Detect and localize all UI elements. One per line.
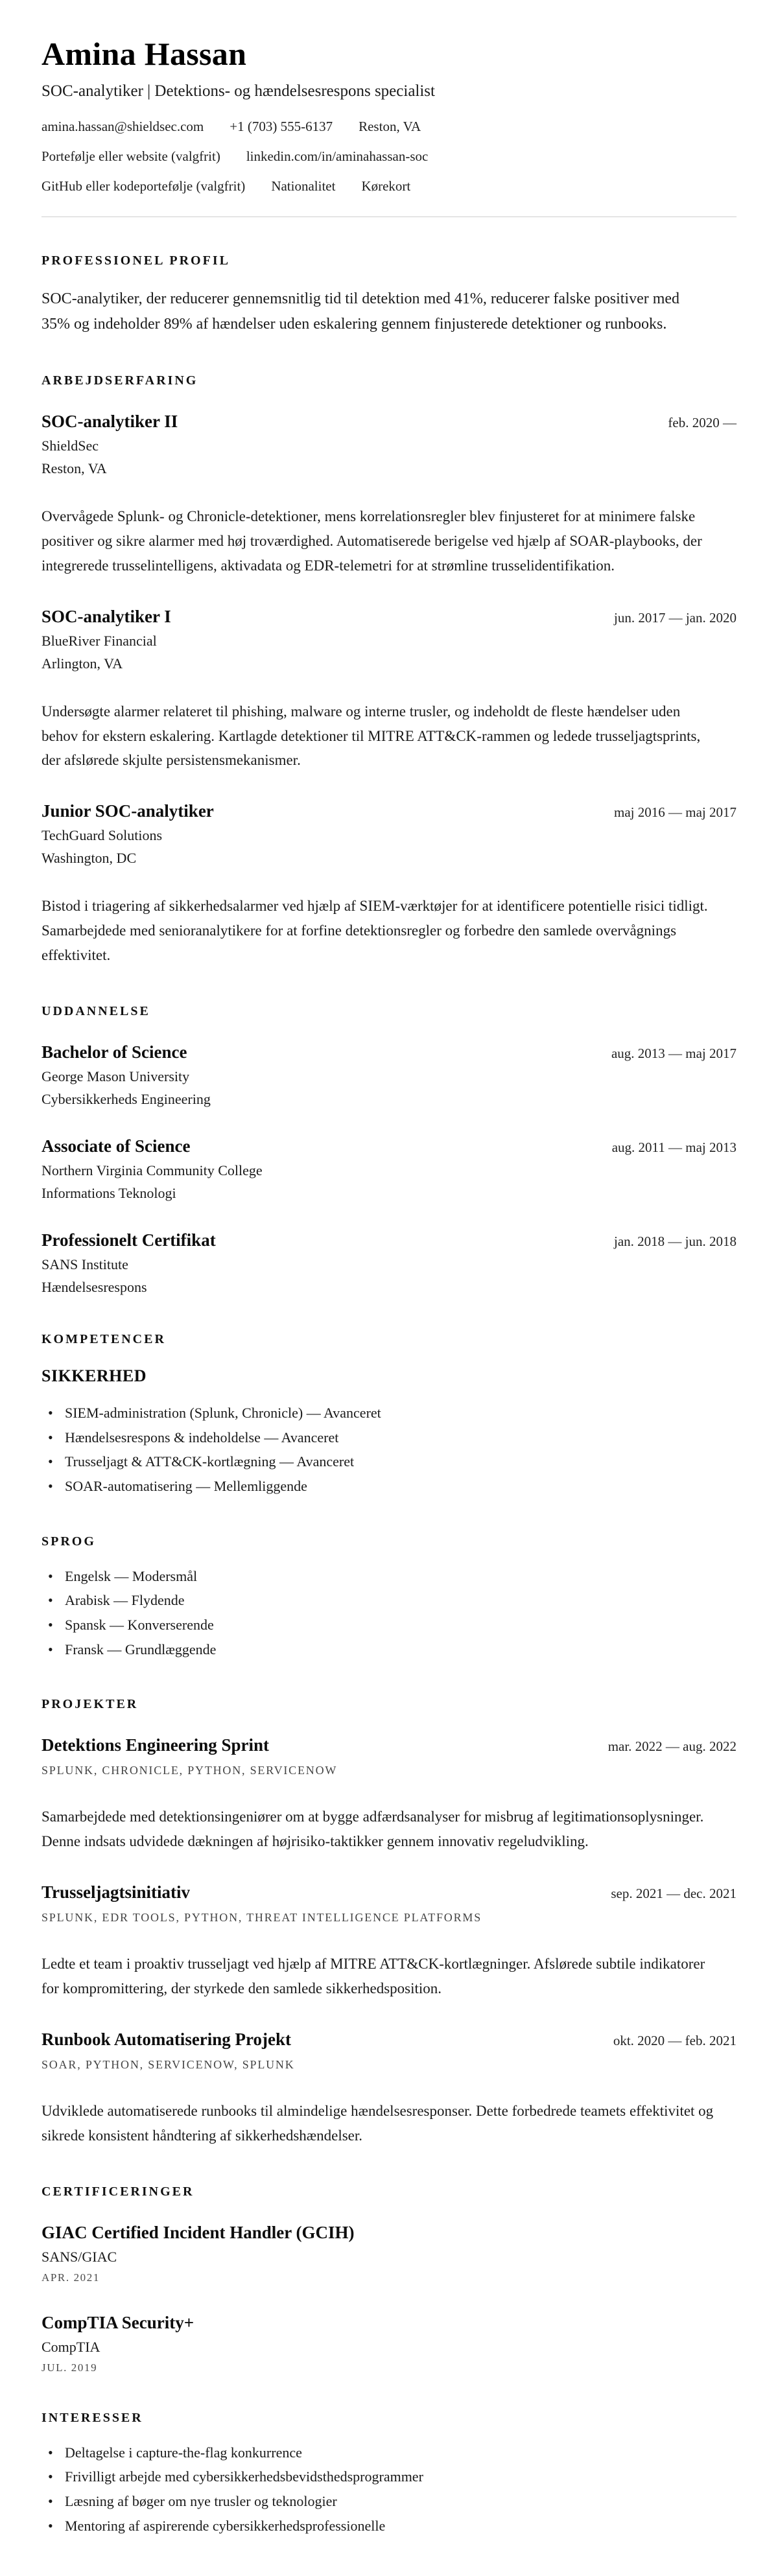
job-description: Bistod i triagering af sikkerhedsalarmer ved hjælp af SIEM-værktøjer for at identificere potentielle risici tidligt. Samarbejdede med senioranalytikere for at forfine detektionsregler og forbedre den samlede overvågnings effektivitet. (41, 898, 708, 964)
section-heading-certifications: CERTIFICERINGER (41, 2184, 194, 2199)
section-heading-profile: PROFESSIONEL PROFIL (41, 253, 230, 268)
section-education (41, 1004, 737, 1296)
project-description: Ledte et team i proaktiv trusseljagt ved hjælp af MITRE ATT&CK-kortlægninger. Afslørede subtile indikatorer for kompromittering, der styrkede den samlede sikkerhedsposition. (41, 1956, 705, 1996)
skill-item: • Trusseljagt & ATT&CK-kortlægning — Avanceret (41, 1450, 737, 1473)
certification-entry (41, 2223, 737, 2284)
job-entry (41, 412, 737, 578)
interest-item: • Læsning af bøger om nye trusler og teknologier (41, 2490, 737, 2513)
job-entry-header (41, 412, 737, 432)
section-heading-experience: ARBEJDSERFARING (41, 373, 198, 388)
job-entry-header (41, 801, 737, 821)
project-entry-header (41, 1882, 737, 1903)
skills-group-title: SIKKERHED (41, 1366, 147, 1386)
contact-email: amina.hassan@shieldsec.com (41, 119, 204, 134)
contact-location: Reston, VA (359, 119, 421, 134)
project-description: Samarbejdede med detektionsingeniører om at bygge adfærdsanalyser for misbrug af legitimationsoplysninger. Denne indsats udvidede dækningen af højrisiko-taktikker gennem innovativ regeludvikling. (41, 1809, 704, 1850)
section-interests (41, 2411, 737, 2538)
skill-item: • SOAR-automatisering — Mellemliggende (41, 1475, 737, 1498)
language-item: • Fransk — Grundlæggende (41, 1638, 737, 1661)
education-field: Hændelsesrespons (41, 1279, 147, 1296)
interest-item: • Deltagelse i capture-the-flag konkurrence (41, 2441, 737, 2465)
project-title: Runbook Automatisering Projekt (41, 2029, 292, 2049)
skill-item: • Hændelsesrespons & indeholdelse — Avanceret (41, 1426, 737, 1449)
project-tools: SOAR, PYTHON, SERVICENOW, SPLUNK (41, 2057, 295, 2071)
project-tools: SPLUNK, EDR TOOLS, PYTHON, THREAT INTELLIGENCE PLATFORMS (41, 1911, 482, 1925)
certification-name: GIAC Certified Incident Handler (GCIH) (41, 2222, 355, 2242)
section-heading-interests: INTERESSER (41, 2410, 143, 2425)
interest-item: • Mentoring af aspirerende cybersikkerhedsprofessionelle (41, 2514, 737, 2538)
certification-name: CompTIA Security+ (41, 2312, 194, 2332)
job-location: Arlington, VA (41, 655, 123, 672)
certification-date: APR. 2021 (41, 2271, 100, 2284)
education-dates: jan. 2018 — jun. 2018 (614, 1234, 737, 1250)
contact-license: Kørekort (361, 178, 411, 194)
job-title: SOC-analytiker I (41, 606, 171, 626)
project-entry (41, 1735, 737, 1854)
education-field: Cybersikkerheds Engineering (41, 1091, 211, 1108)
job-dates: feb. 2020 — (668, 414, 737, 430)
section-experience (41, 373, 737, 968)
section-certifications (41, 2184, 737, 2374)
contact-website: Portefølje eller website (valgfrit) (41, 148, 220, 164)
job-title: Junior SOC-analytiker (41, 801, 214, 821)
language-item: • Arabisk — Flydende (41, 1589, 737, 1612)
job-dates: maj 2016 — maj 2017 (614, 804, 737, 821)
project-dates: mar. 2022 — aug. 2022 (607, 1739, 737, 1755)
contact-line-1 (41, 119, 737, 135)
profile-text: SOC-analytiker, der reducerer gennemsnitlig tid til detektion med 41%, reducerer falske positiver med 35% og indeholder 89% af hændelser uden eskalering gennem finjusterede detektioner og runbooks. (41, 290, 680, 333)
contact-github: GitHub eller kodeportefølje (valgfrit) (41, 178, 246, 194)
section-projects (41, 1697, 737, 2148)
job-company: ShieldSec (41, 437, 99, 454)
education-field: Informations Teknologi (41, 1185, 176, 1202)
certification-entry (41, 2313, 737, 2374)
education-school: Northern Virginia Community College (41, 1162, 263, 1179)
skills-list (41, 1401, 737, 1498)
project-title: Detektions Engineering Sprint (41, 1735, 270, 1755)
contact-line-3 (41, 178, 737, 194)
certification-date: JUL. 2019 (41, 2361, 98, 2374)
project-dates: sep. 2021 — dec. 2021 (611, 1886, 737, 1902)
education-entry (41, 1136, 737, 1202)
interest-item: • Frivilligt arbejde med cybersikkerhedsbevidsthedsprogrammer (41, 2465, 737, 2488)
contact-phone: +1 (703) 555-6137 (230, 119, 333, 134)
education-dates: aug. 2011 — maj 2013 (611, 1140, 737, 1156)
education-degree: Associate of Science (41, 1136, 191, 1156)
contact-linkedin: linkedin.com/in/aminahassan-soc (246, 148, 429, 164)
candidate-name: Amina Hassan (41, 36, 247, 72)
resume-header (41, 36, 737, 194)
job-location: Reston, VA (41, 460, 107, 476)
job-entry (41, 801, 737, 968)
section-skills (41, 1332, 737, 1498)
education-degree: Professionelt Certifikat (41, 1230, 216, 1250)
job-company: TechGuard Solutions (41, 827, 163, 844)
education-school: SANS Institute (41, 1256, 128, 1273)
education-entry-header (41, 1042, 737, 1062)
section-languages (41, 1534, 737, 1661)
language-item: • Engelsk — Modersmål (41, 1565, 737, 1588)
language-item: • Spansk — Konverserende (41, 1613, 737, 1637)
contact-nationality: Nationalitet (271, 178, 336, 194)
project-tools: SPLUNK, CHRONICLE, PYTHON, SERVICENOW (41, 1764, 338, 1777)
education-entry (41, 1230, 737, 1296)
job-entry (41, 607, 737, 773)
education-dates: aug. 2013 — maj 2017 (611, 1046, 737, 1062)
job-company: BlueRiver Financial (41, 632, 157, 649)
project-entry-header (41, 2030, 737, 2050)
project-entry (41, 2030, 737, 2148)
contact-line-2 (41, 148, 737, 165)
languages-list (41, 1565, 737, 1661)
section-heading-projects: PROJEKTER (41, 1697, 139, 1712)
job-description: Undersøgte alarmer relateret til phishing, malware og interne trusler, og indeholdt de fleste hændelser uden behov for ekstern eskalering. Kartlagde detektioner til MITRE ATT&CK-rammen og ledede trusseljagtsprints, der afslørede skjulte persistensmekanismer. (41, 703, 701, 769)
candidate-title: SOC-analytiker | Detektions- og hændelsesrespons specialist (41, 82, 435, 100)
education-entry (41, 1042, 737, 1108)
project-entry (41, 1882, 737, 2001)
job-dates: jun. 2017 — jan. 2020 (614, 609, 737, 626)
job-description: Overvågede Splunk- og Chronicle-detektioner, mens korrelationsregler blev finjusteret for at minimere falske positiver og sikre alarmer med høj troværdighed. Automatiserede berigelse ved hjælp af SOAR-playbooks, der integrerede trusselintelligens, aktivadata og EDR-telemetri for at strømline trusselidentifikation. (41, 508, 702, 574)
section-heading-skills: KOMPETENCER (41, 1332, 166, 1347)
certification-issuer: CompTIA (41, 2338, 100, 2355)
job-title: SOC-analytiker II (41, 411, 178, 431)
job-entry-header (41, 607, 737, 627)
project-entry-header (41, 1735, 737, 1755)
skill-item: • SIEM-administration (Splunk, Chronicle) — Avanceret (41, 1401, 737, 1425)
education-entry-header (41, 1136, 737, 1156)
project-title: Trusseljagtsinitiativ (41, 1882, 190, 1903)
section-profile (41, 253, 737, 337)
section-heading-education: UDDANNELSE (41, 1004, 150, 1019)
education-entry-header (41, 1230, 737, 1250)
project-description: Udviklede automatiserede runbooks til almindelige hændelsesresponser. Dette forbedrede teamets effektivitet og sikrede konsistent håndtering af sikkerhedshændelser. (41, 2102, 714, 2144)
education-degree: Bachelor of Science (41, 1042, 187, 1062)
education-school: George Mason University (41, 1068, 190, 1085)
certification-issuer: SANS/GIAC (41, 2248, 117, 2265)
interests-list (41, 2441, 737, 2538)
job-location: Washington, DC (41, 850, 137, 867)
section-heading-languages: SPROG (41, 1534, 96, 1549)
project-dates: okt. 2020 — feb. 2021 (613, 2032, 737, 2048)
